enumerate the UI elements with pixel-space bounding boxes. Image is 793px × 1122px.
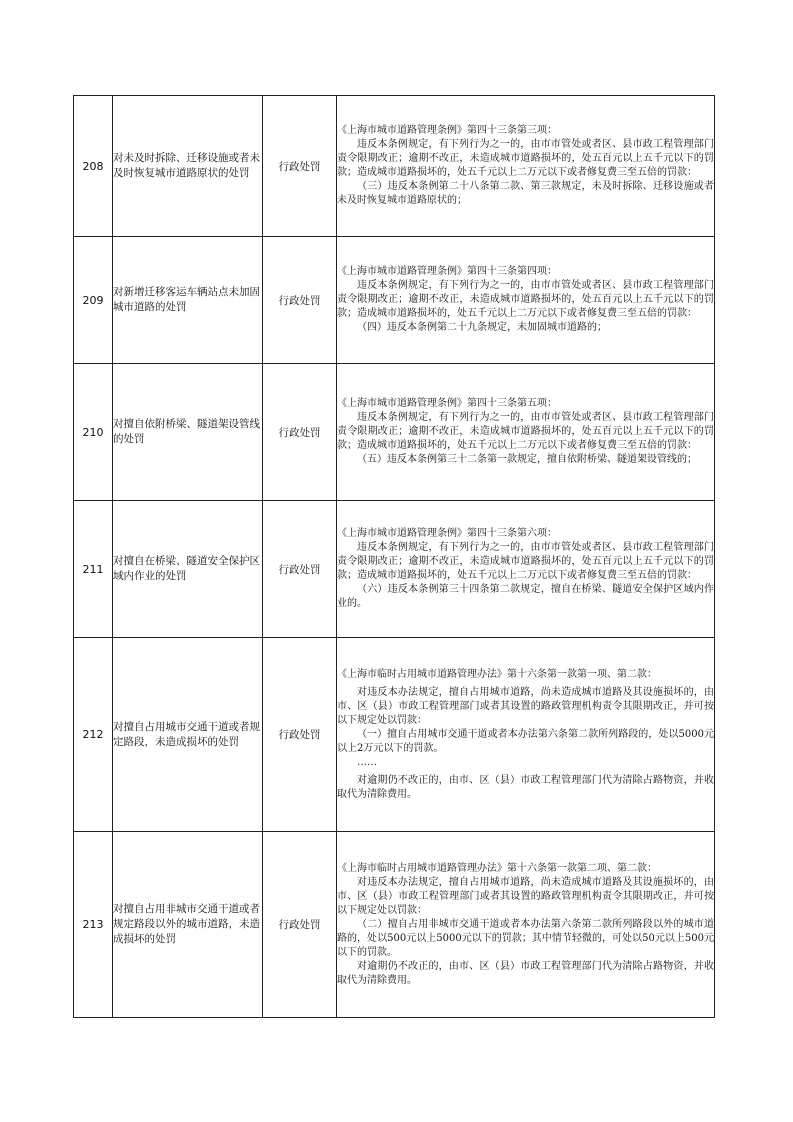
basis-paragraph: （四）违反本条例第二十九条规定，未加固城市道路的； [357, 322, 607, 333]
item-name: 对擅自在桥梁、隧道安全保护区域内作业的处罚 [113, 501, 263, 638]
basis-paragraph: （三）违反本条例第二十八条第二款、第三款规定，未及时拆除、迁移设施或者未及时恢复城市道路原状的； [337, 181, 714, 206]
basis-title: 《上海市城市道路管理条例》第四十三条第三项： [337, 125, 557, 136]
basis-title: 《上海市城市道路管理条例》第四十三条第五项： [337, 398, 557, 409]
basis-title: 《上海市临时占用城市道路管理办法》第十六条第一款第二项、第二款： [337, 862, 657, 874]
table-row [74, 237, 715, 364]
table-row [74, 832, 715, 1018]
basis-title: 《上海市临时占用城市道路管理办法》第十六条第一款第一项、第二款： [337, 668, 657, 680]
row-number: 211 [74, 501, 113, 638]
basis-paragraph: （一）擅自占用城市交通干道或者本办法第六条第二款所列路段的，处以5000元以上2万元以下的罚款。 [337, 728, 714, 754]
legal-basis [337, 501, 715, 638]
item-name: 对擅自占用城市交通干道或者规定路段，未造成损坏的处罚 [113, 638, 263, 832]
item-type: 行政处罚 [263, 638, 337, 832]
basis-paragraph: 违反本条例规定，有下列行为之一的，由市市管处或者区、县市政工程管理部门责令限期改正；逾期不改正，未造成城市道路损坏的，处五百元以上五千元以下的罚款；造成城市道路损坏的，处五千元以上二万元以下或者修复费三至五倍的罚款： [337, 280, 714, 319]
item-type: 行政处罚 [263, 364, 337, 501]
row-number: 210 [74, 364, 113, 501]
row-number: 208 [74, 96, 113, 237]
basis-paragraph: 违反本条例规定，有下列行为之一的，由市市管处或者区、县市政工程管理部门责令限期改正；逾期不改正，未造成城市道路损坏的，处五百元以上五千元以下的罚款；造成城市道路损坏的，处五千元以上二万元以下或者修复费三至五倍的罚款： [337, 139, 714, 178]
basis-paragraph: （五）违反本条例第三十二条第一款规定，擅自依附桥梁、隧道架设管线的； [357, 454, 697, 465]
item-name: 对擅自依附桥梁、隧道架设管线的处罚 [113, 364, 263, 501]
table-row [74, 638, 715, 832]
basis-paragraph: 违反本条例规定，有下列行为之一的，由市市管处或者区、县市政工程管理部门责令限期改正；逾期不改正，未造成城市道路损坏的，处五百元以上五千元以下的罚款；造成城市道路损坏的，处五千元以上二万元以下或者修复费三至五倍的罚款： [337, 542, 714, 581]
legal-basis [337, 638, 715, 832]
legal-basis [337, 237, 715, 364]
item-type: 行政处罚 [263, 96, 337, 237]
basis-paragraph: 违反本条例规定，有下列行为之一的，由市市管处或者区、县市政工程管理部门责令限期改正；逾期不改正，未造成城市道路损坏的，处五百元以上五千元以下的罚款；造成城市道路损坏的，处五千元以上二万元以下或者修复费三至五倍的罚款： [337, 412, 714, 451]
table-row [74, 364, 715, 501]
item-name: 对未及时拆除、迁移设施或者未及时恢复城市道路原状的处罚 [113, 96, 263, 237]
basis-title: 《上海市城市道路管理条例》第四十三条第四项： [337, 266, 557, 277]
basis-paragraph: 对逾期仍不改正的，由市、区（县）市政工程管理部门代为清除占路物资，并收取代为清除费用。 [337, 774, 714, 800]
basis-ellipsis: …… [357, 756, 377, 768]
table-row [74, 501, 715, 638]
legal-basis [337, 96, 715, 237]
row-number: 209 [74, 237, 113, 364]
legal-basis [337, 832, 715, 1018]
row-number: 212 [74, 638, 113, 832]
item-type: 行政处罚 [263, 501, 337, 638]
item-type: 行政处罚 [263, 237, 337, 364]
basis-paragraph: 对违反本办法规定，擅自占用城市道路，尚未造成城市道路及其设施损坏的，由市、区（县）市政工程管理部门或者其设置的路政管理机构责令其限期改正，并可按以下规定处以罚款： [337, 876, 714, 916]
penalty-table [73, 95, 715, 1018]
basis-title: 《上海市城市道路管理条例》第四十三条第六项： [337, 528, 557, 539]
table-row [74, 96, 715, 237]
legal-basis [337, 364, 715, 501]
basis-paragraph: （六）违反本条例第三十四条第二款规定，擅自在桥梁、隧道安全保护区域内作业的。 [337, 584, 714, 609]
item-name: 对擅自占用非城市交通干道或者规定路段以外的城市道路，未造成损坏的处罚 [113, 832, 263, 1018]
basis-paragraph: 对违反本办法规定，擅自占用城市道路，尚未造成城市道路及其设施损坏的，由市、区（县）市政工程管理部门或者其设置的路政管理机构责令其限期改正，并可按以下规定处以罚款： [337, 686, 714, 726]
row-number: 213 [74, 832, 113, 1018]
item-type: 行政处罚 [263, 832, 337, 1018]
basis-paragraph: 对逾期仍不改正的，由市、区（县）市政工程管理部门代为清除占路物资，并收取代为清除费用。 [337, 960, 714, 986]
basis-paragraph: （二）擅自占用非城市交通干道或者本办法第六条第二款所列路段以外的城市道路的，处以500元以上5000元以下的罚款；其中情节轻微的，可处以50元以上500元以下的罚款。 [337, 918, 714, 958]
item-name: 对新增迁移客运车辆站点未加固城市道路的处罚 [113, 237, 263, 364]
